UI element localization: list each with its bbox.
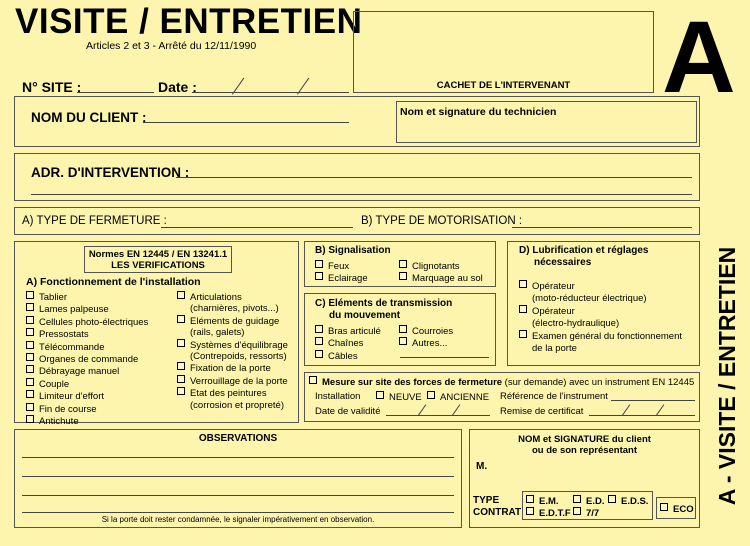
verification-list-1 xyxy=(26,291,148,427)
checkbox[interactable] xyxy=(519,305,527,313)
checkbox[interactable] xyxy=(26,341,34,349)
contract-option-edtf[interactable] xyxy=(526,507,571,519)
checkbox[interactable] xyxy=(315,337,323,345)
check-item[interactable] xyxy=(399,337,453,349)
client-name-field[interactable] xyxy=(143,122,349,123)
lubrification-title-2: nécessaires xyxy=(534,257,592,268)
site-field[interactable] xyxy=(77,92,154,93)
check-item[interactable] xyxy=(177,362,288,374)
transmission-title-2: du mouvement xyxy=(329,310,401,321)
option-label: ANCIENNE xyxy=(440,392,490,403)
validite-label: Date de validité xyxy=(315,406,381,417)
transmission-title-1: C) Eléments de transmission xyxy=(315,298,453,309)
transmission-list-left xyxy=(315,325,381,362)
check-label: Couple xyxy=(39,378,70,390)
site-label: N° SITE : xyxy=(22,79,82,95)
side-title: A - VISITE / ENTRETIEN xyxy=(714,246,740,506)
checkbox[interactable] xyxy=(315,325,323,333)
checkbox[interactable] xyxy=(26,353,34,361)
checkbox[interactable] xyxy=(573,495,581,503)
checkbox[interactable] xyxy=(26,415,34,423)
check-sublabel: de la porte xyxy=(532,343,577,354)
checkbox[interactable] xyxy=(519,280,527,288)
checkbox[interactable] xyxy=(399,272,407,280)
checkbox[interactable] xyxy=(315,272,323,280)
motorisation-label: B) TYPE DE MOTORISATION : xyxy=(361,215,523,227)
check-label: Cellules photo-électriques xyxy=(39,316,149,328)
checkbox[interactable] xyxy=(399,260,407,268)
section-a-title: A) Fonctionnement de l'installation xyxy=(26,276,201,288)
check-item[interactable] xyxy=(399,272,483,284)
observation-line[interactable] xyxy=(22,512,454,513)
checkbox[interactable] xyxy=(399,337,407,345)
validite-field[interactable] xyxy=(386,415,490,416)
check-label: Examen général du fonctionnement xyxy=(532,331,682,342)
check-item[interactable] xyxy=(177,315,288,327)
check-label: Fin de course xyxy=(39,403,97,415)
check-item[interactable] xyxy=(177,375,288,387)
check-label: Marquage au sol xyxy=(412,273,483,285)
check-item[interactable] xyxy=(177,291,288,303)
norm-line-1: Normes EN 12445 / EN 13241.1 xyxy=(88,249,228,260)
checkbox[interactable] xyxy=(608,495,616,503)
check-label: Eléments de guidage xyxy=(190,315,280,327)
check-sublabel: (rails, galets) xyxy=(190,327,245,339)
check-sublabel: (Contrepoids, ressorts) xyxy=(190,351,287,363)
mesure-title-rest: (sur demande) avec un instrument EN 12445 xyxy=(502,377,695,388)
observations-footer: Si la porte doit rester condamnée, le signaler impérativement en observation. xyxy=(101,515,375,524)
signalisation-list-left xyxy=(315,260,368,285)
check-item[interactable] xyxy=(26,378,148,390)
check-label: Courroies xyxy=(412,326,454,337)
reference-field[interactable] xyxy=(611,400,695,401)
check-label: Câbles xyxy=(328,350,358,362)
cachet-label: CACHET DE L'INTERVENANT xyxy=(436,80,571,91)
client-label: NOM DU CLIENT : xyxy=(31,110,147,125)
date-label: Date : xyxy=(158,79,197,95)
contrat-label: CONTRAT xyxy=(473,507,522,518)
checkbox[interactable] xyxy=(573,507,581,515)
option-label: 7/7 xyxy=(586,508,600,519)
contract-option-ed[interactable] xyxy=(573,495,604,507)
check-item[interactable] xyxy=(519,330,682,343)
address-label: ADR. D'INTERVENTION : xyxy=(31,165,190,180)
checkbox[interactable] xyxy=(315,350,323,358)
checkbox[interactable] xyxy=(177,291,185,299)
check-item[interactable] xyxy=(26,316,148,328)
check-label: Bras articulé xyxy=(328,326,381,337)
checkbox[interactable] xyxy=(427,391,435,399)
form-letter: A xyxy=(662,0,736,114)
signalisation-list-right xyxy=(399,260,483,285)
check-label: Verrouillage de la porte xyxy=(190,375,288,387)
check-sublabel: (charnières, pivots...) xyxy=(190,303,279,315)
check-item[interactable] xyxy=(26,291,148,303)
fermeture-field[interactable] xyxy=(161,227,353,228)
option-label: E.D.T.F xyxy=(539,508,571,519)
contract-option-em[interactable] xyxy=(526,495,559,507)
check-label: Feux xyxy=(328,261,350,272)
checkbox[interactable] xyxy=(376,391,384,399)
checkbox[interactable] xyxy=(177,375,185,383)
check-label: Débrayage manuel xyxy=(39,366,120,378)
contract-option-eds[interactable] xyxy=(608,495,648,507)
check-item[interactable] xyxy=(399,325,453,337)
check-label: Opérateur xyxy=(532,306,575,317)
check-label: Etat des peintures xyxy=(190,388,267,400)
check-item[interactable] xyxy=(519,280,682,293)
check-item[interactable] xyxy=(315,350,381,362)
address-field-2[interactable] xyxy=(31,194,692,195)
check-item[interactable] xyxy=(26,390,148,402)
remise-label: Remise de certificat xyxy=(500,406,584,417)
check-item[interactable] xyxy=(315,337,381,349)
checkbox[interactable] xyxy=(177,387,185,395)
check-item[interactable] xyxy=(177,387,288,399)
norm-line-2: LES VERIFICATIONS xyxy=(111,260,205,271)
option-label: E.M. xyxy=(539,496,559,507)
check-label: Autres... xyxy=(412,338,448,350)
check-item[interactable] xyxy=(26,365,148,377)
signalisation-title: B) Signalisation xyxy=(315,245,391,256)
observation-line[interactable] xyxy=(22,457,454,458)
check-item[interactable] xyxy=(26,303,148,315)
motorisation-field[interactable] xyxy=(512,227,692,228)
check-sublabel: (corrosion et propreté) xyxy=(190,399,284,411)
option-label: NEUVE xyxy=(389,392,422,403)
check-label: Chaînes xyxy=(328,338,364,350)
check-label: Opérateur xyxy=(532,281,575,292)
check-item[interactable] xyxy=(26,328,148,340)
check-item[interactable] xyxy=(399,260,483,272)
signature-title-1: NOM et SIGNATURE du client xyxy=(518,434,651,445)
mesure-title xyxy=(309,376,694,388)
checkbox[interactable] xyxy=(26,365,34,373)
signature-title-2: ou de son représentant xyxy=(531,445,638,456)
checkbox[interactable] xyxy=(519,330,527,338)
check-label: Organes de commande xyxy=(39,354,139,366)
check-sublabel: (moto-réducteur électrique) xyxy=(532,293,647,304)
page-subtitle: Articles 2 et 3 - Arrêté du 12/11/1990 xyxy=(86,40,257,52)
page-title: VISITE / ENTRETIEN xyxy=(15,2,363,41)
check-sublabel: (électro-hydraulique) xyxy=(532,318,620,329)
check-label: Clignotants xyxy=(412,261,460,272)
contract-option-77[interactable] xyxy=(573,507,599,519)
checkbox[interactable] xyxy=(315,260,323,268)
checkbox[interactable] xyxy=(26,403,34,411)
checkbox[interactable] xyxy=(660,503,668,511)
check-item[interactable] xyxy=(26,353,148,365)
transmission-other-field[interactable] xyxy=(400,357,489,358)
check-item[interactable] xyxy=(26,415,148,427)
technician-label: Nom et signature du technicien xyxy=(400,106,557,118)
contract-option-eco[interactable] xyxy=(660,503,694,515)
lubrification-list xyxy=(519,280,682,355)
verification-list-2 xyxy=(177,291,288,411)
check-item[interactable] xyxy=(315,325,381,337)
checkbox[interactable] xyxy=(177,315,185,323)
fermeture-label: A) TYPE DE FERMETURE : xyxy=(22,215,167,227)
check-item[interactable] xyxy=(26,403,148,415)
address-field-1[interactable] xyxy=(176,177,692,178)
mesure-title-bold: Mesure sur site des forces de fermeture xyxy=(322,377,503,388)
checkbox[interactable] xyxy=(26,291,34,299)
remise-field[interactable] xyxy=(589,415,695,416)
checkbox[interactable] xyxy=(399,325,407,333)
check-item[interactable] xyxy=(26,341,148,353)
installation-label: Installation xyxy=(315,391,361,402)
option-label: E.D.S. xyxy=(621,496,649,507)
checkbox[interactable] xyxy=(26,378,34,386)
check-label: Télécommande xyxy=(39,341,105,353)
check-label: Lames palpeuse xyxy=(39,304,109,316)
option-neuve[interactable] xyxy=(376,391,422,403)
type-label: TYPE xyxy=(473,495,500,506)
reference-label: Référence de l'instrument xyxy=(500,391,608,402)
checkbox[interactable] xyxy=(26,316,34,324)
lubrification-title-1: D) Lubrification et réglages xyxy=(519,245,649,256)
checkbox[interactable] xyxy=(177,362,185,370)
check-item[interactable] xyxy=(315,272,368,284)
check-label: Pressostats xyxy=(39,329,89,341)
m-label: M. xyxy=(476,461,488,472)
checkbox[interactable] xyxy=(177,339,185,347)
check-label: Systèmes d'équilibrage xyxy=(190,339,288,351)
check-item[interactable] xyxy=(315,260,368,272)
check-label: Antichute xyxy=(39,416,79,428)
checkbox[interactable] xyxy=(26,390,34,398)
date-field[interactable] xyxy=(192,92,349,93)
check-label: Limiteur d'effort xyxy=(39,391,105,403)
check-label: Tablier xyxy=(39,292,67,303)
checkbox[interactable] xyxy=(26,303,34,311)
check-label: Fixation de la porte xyxy=(190,363,271,375)
check-item[interactable] xyxy=(177,339,288,351)
mesure-checkbox[interactable] xyxy=(309,376,317,384)
check-label: Articulations xyxy=(190,292,242,303)
observation-line[interactable] xyxy=(22,476,454,477)
observation-line[interactable] xyxy=(22,495,454,496)
checkbox[interactable] xyxy=(26,328,34,336)
observations-title: OBSERVATIONS xyxy=(198,433,278,444)
transmission-list-right xyxy=(399,325,453,350)
check-label: Eclairage xyxy=(328,273,368,285)
checkbox[interactable] xyxy=(526,495,534,503)
check-item[interactable] xyxy=(519,305,682,318)
option-ancienne[interactable] xyxy=(427,391,489,403)
option-label: ECO xyxy=(673,504,694,515)
checkbox[interactable] xyxy=(526,507,534,515)
option-label: E.D. xyxy=(586,496,605,507)
